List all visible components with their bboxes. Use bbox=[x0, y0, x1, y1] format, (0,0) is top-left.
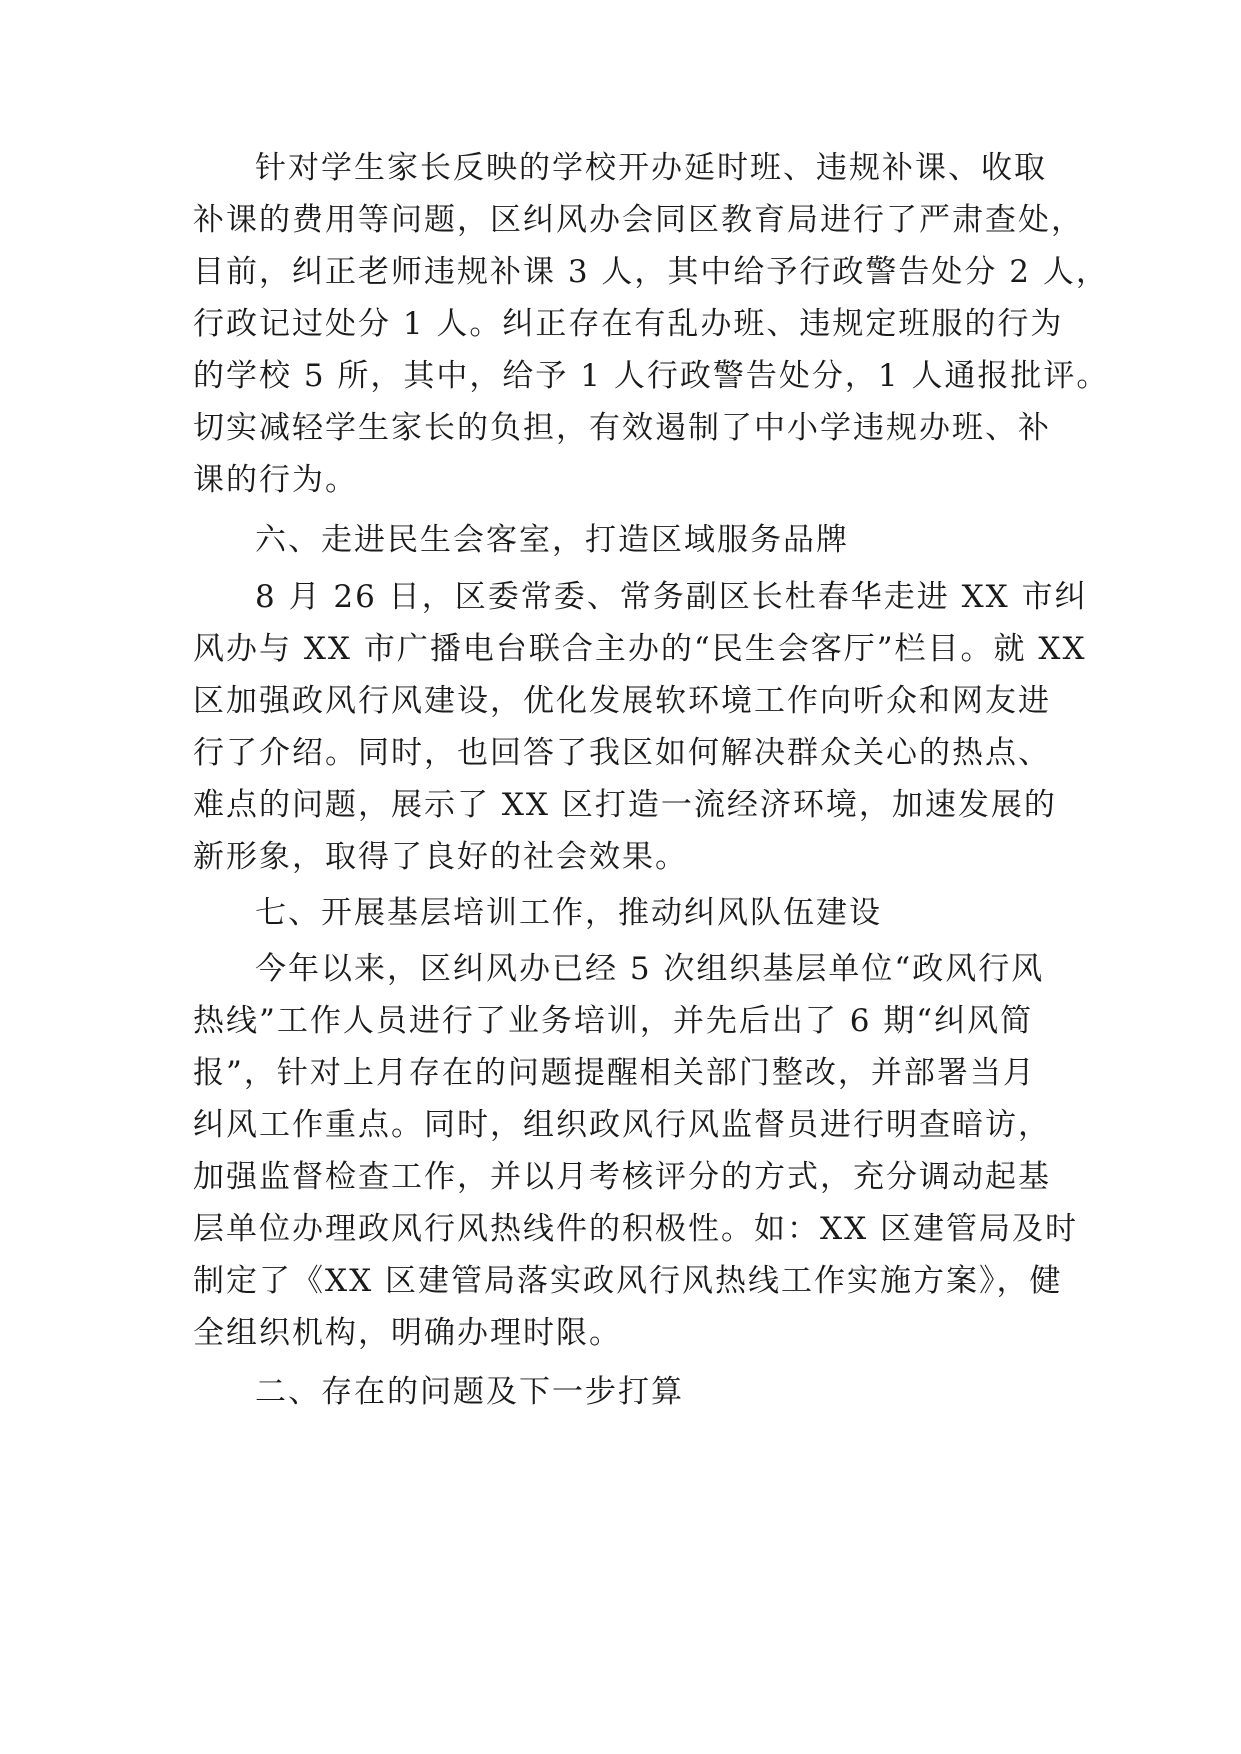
paragraph-line: 行政记过处分 1 人。纠正存在有乱办班、违规定班服的行为 bbox=[193, 306, 1064, 342]
paragraph-line: 制定了《XX 区建管局落实政风行风热线工作实施方案》，健 bbox=[193, 1263, 1063, 1299]
paragraph-line: 补课的费用等问题，区纠风办会同区教育局进行了严肃查处， bbox=[193, 202, 1084, 238]
paragraph-line: 针对学生家长反映的学校开办延时班、违规补课、收取 bbox=[255, 150, 1047, 186]
paragraph-line: 切实减轻学生家长的负担，有效遏制了中小学违规办班、补 bbox=[193, 410, 1051, 446]
section-heading: 二、存在的问题及下一步打算 bbox=[255, 1374, 684, 1410]
paragraph-line: 今年以来，区纠风办已经 5 次组织基层单位“政风行风 bbox=[255, 951, 1045, 987]
paragraph-line: 层单位办理政风行风热线件的积极性。如：XX 区建管局及时 bbox=[193, 1211, 1078, 1247]
paragraph-line: 难点的问题，展示了 XX 区打造一流经济环境，加速发展的 bbox=[193, 787, 1057, 823]
paragraph-line: 加强监督检查工作，并以月考核评分的方式，充分调动起基 bbox=[193, 1159, 1051, 1195]
paragraph-line: 风办与 XX 市广播电台联合主办的“民生会客厅”栏目。就 XX bbox=[193, 631, 1087, 667]
paragraph-line: 全组织机构，明确办理时限。 bbox=[193, 1315, 622, 1351]
paragraph-line: 行了介绍。同时，也回答了我区如何解决群众关心的热点、 bbox=[193, 735, 1051, 771]
paragraph-line: 课的行为。 bbox=[193, 462, 358, 498]
paragraph-line: 纠风工作重点。同时，组织政风行风监督员进行明查暗访， bbox=[193, 1107, 1051, 1143]
section-heading: 六、走进民生会客室，打造区域服务品牌 bbox=[255, 522, 849, 558]
section-heading: 七、开展基层培训工作，推动纠风队伍建设 bbox=[255, 895, 882, 931]
paragraph-line: 目前，纠正老师违规补课 3 人，其中给予行政警告处分 2 人， bbox=[193, 254, 1109, 290]
paragraph-line: 报”，针对上月存在的问题提醒相关部门整改，并部署当月 bbox=[193, 1055, 1036, 1091]
paragraph-line: 8 月 26 日，区委常委、常务副区长杜春华走进 XX 市纠 bbox=[255, 579, 1088, 615]
paragraph-line: 热线”工作人员进行了业务培训，并先后出了 6 期“纠风简 bbox=[193, 1003, 1034, 1039]
paragraph-line: 新形象，取得了良好的社会效果。 bbox=[193, 839, 688, 875]
paragraph-line: 的学校 5 所，其中，给予 1 人行政警告处分，1 人通报批评。 bbox=[193, 358, 1110, 394]
paragraph-line: 区加强政风行风建设，优化发展软环境工作向听众和网友进 bbox=[193, 683, 1051, 719]
